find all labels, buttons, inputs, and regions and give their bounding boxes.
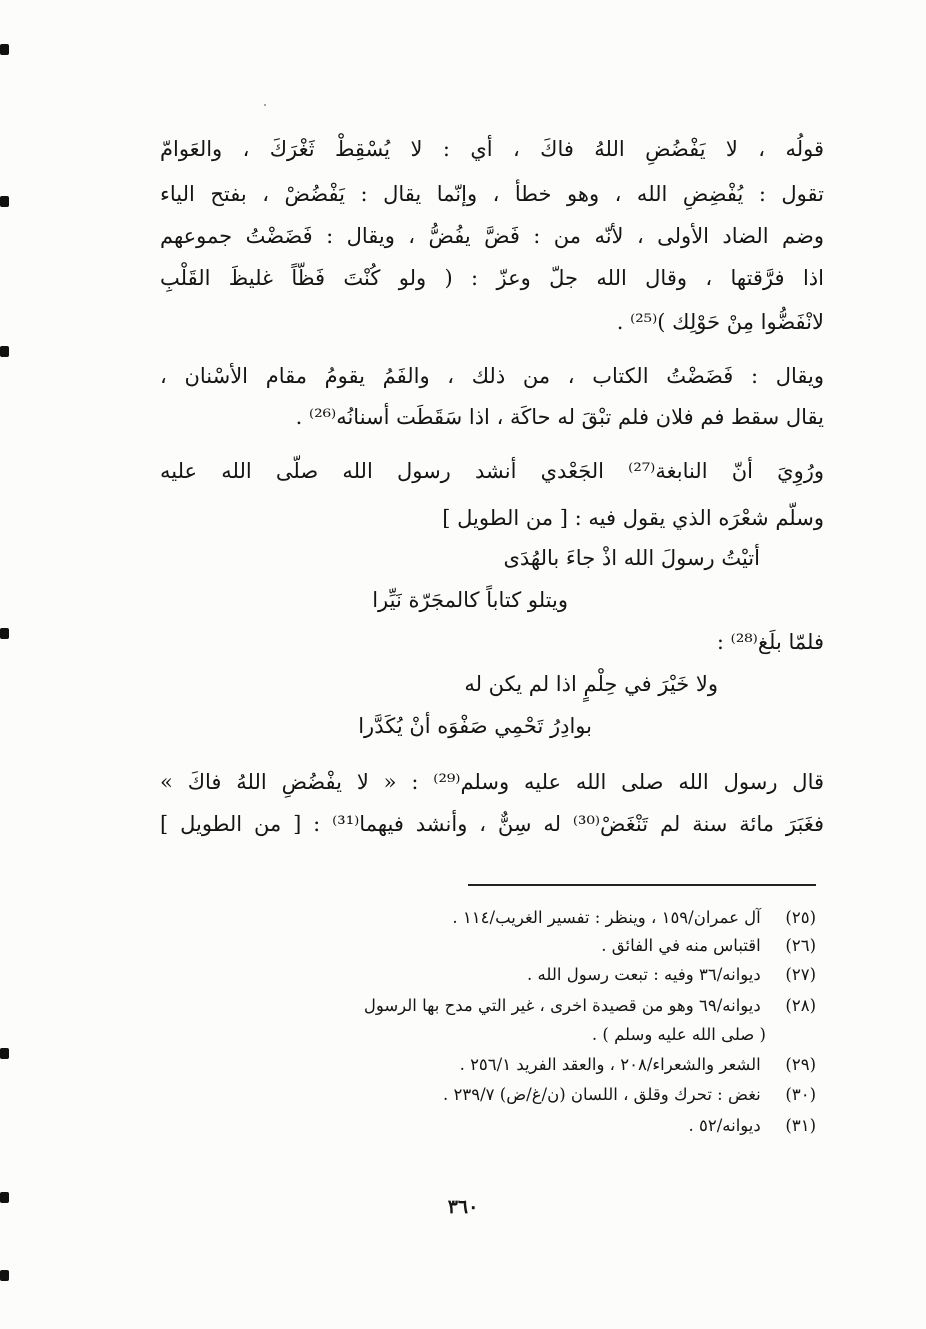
footnote-text: اقتباس منه في الفائق . <box>601 936 761 955</box>
footnote <box>443 1087 816 1104</box>
footnote-number: (٢٦) <box>785 936 816 955</box>
text-line: وضم الضاد الأولى ، لأنّه من : فَضَّ يفُضُّ ، ويقال : فَضَضْتُ جموعهم <box>160 224 824 248</box>
footnote <box>601 938 816 955</box>
footnote-number: (٢٥) <box>785 908 816 927</box>
scan-edge-mark <box>0 1048 9 1059</box>
scan-edge-mark <box>0 1270 9 1281</box>
scan-edge-mark <box>0 346 9 357</box>
text-line: فغَبَرَ مائة سنة لم تَنْغَضْ⁽³⁰⁾ له سِنٌّ ، وأنشد فيهما⁽³¹⁾ : [ من الطويل ] <box>160 812 824 836</box>
text-line: يقال سقط فم فلان فلم تبْقَ له حاكَة ، اذا سَقَطَت أسنانُه⁽²⁶⁾ . <box>295 405 824 429</box>
footnote-number: (٣١) <box>785 1116 816 1135</box>
scan-edge-mark <box>0 44 9 55</box>
text-line: تقول : يُفْضِضِ الله ، وهو خطأ ، وإنّما يقال : يَفْضُضْ ، بفتح الياء <box>160 182 824 206</box>
page-number: ٣٦٠ <box>447 1196 479 1218</box>
footnote-number: (٢٧) <box>785 965 816 984</box>
verse-hemistich: ويتلو كتاباً كالمجَرّة نَيِّرا <box>372 588 568 612</box>
scan-edge-mark <box>0 196 9 207</box>
footnote <box>364 998 816 1015</box>
footnote-text: الشعر والشعراء/٢٠٨ ، والعقد الفريد ٢٥٦/١ . <box>459 1055 761 1074</box>
footnote-number: (٣٠) <box>785 1085 816 1104</box>
footnote-separator <box>468 884 816 886</box>
footnote <box>688 1118 816 1135</box>
footnote-number: (٢٨) <box>785 996 816 1015</box>
footnote-text: نغض : تحرك وقلق ، اللسان (ن/غ/ض) ٢٣٩/٧ . <box>443 1085 761 1104</box>
scan-speck <box>264 104 266 106</box>
scan-edge-mark <box>0 628 9 639</box>
text-line: قال رسول الله صلى الله عليه وسلم⁽²⁹⁾ : « لا يفْضُضِ اللهُ فاكَ » <box>160 770 825 794</box>
text-line: قولُه ، لا يَفْضُضِ اللهُ فاكَ ، أي : لا يُسْقِطْ ثَغْرَكَ ، والعَوامّ <box>160 137 824 161</box>
footnote <box>527 967 816 984</box>
text-line: لانْفَضُّوا مِنْ حَوْلِك )⁽²⁵⁾ . <box>616 310 824 334</box>
footnote-text: ديوانه/٦٩ وهو من قصيدة اخرى ، غير التي مدح بها الرسول <box>363 996 761 1015</box>
verse-hemistich: ولا خَيْرَ في حِلْمٍ اذا لم يكن له <box>464 672 718 696</box>
footnote <box>460 1057 816 1074</box>
footnote-text: آل عمران/١٥٩ ، وينظر : تفسير الغريب/١١٤ . <box>452 908 761 927</box>
text-line: ويقال : فَضَضْتُ الكتاب ، من ذلك ، والفَمُ يقومُ مقام الأسْنان ، <box>160 364 824 388</box>
text-line: فلمّا بلَغ⁽²⁸⁾ : <box>716 630 824 654</box>
footnote-text: ديوانه/٥٢ . <box>688 1116 761 1135</box>
verse-hemistich: أتيْتُ رسولَ الله اذْ جاءَ بالهُدَى <box>503 546 760 570</box>
text-line: وسلّم شعْرَه الذي يقول فيه : [ من الطويل ] <box>442 506 824 530</box>
footnote-text: ديوانه/٣٦ وفيه : تبعت رسول الله . <box>527 965 761 984</box>
text-line: اذا فرَّقتها ، وقال الله جلّ وعزّ : ( ولو كُنْتَ فَظّاً غليظَ القَلْبِ <box>160 266 824 290</box>
footnote-continuation: ( صلى الله عليه وسلم ) . <box>591 1025 766 1044</box>
verse-hemistich: بوادِرُ تَحْمِي صَفْوَه أنْ يُكَدَّرا <box>358 714 592 738</box>
footnote <box>452 910 816 927</box>
text-line: ورُوِيَ أنّ النابغة⁽²⁷⁾ الجَعْدي أنشد رسول الله صلّى الله عليه <box>160 459 825 483</box>
footnote-number: (٢٩) <box>785 1055 816 1074</box>
